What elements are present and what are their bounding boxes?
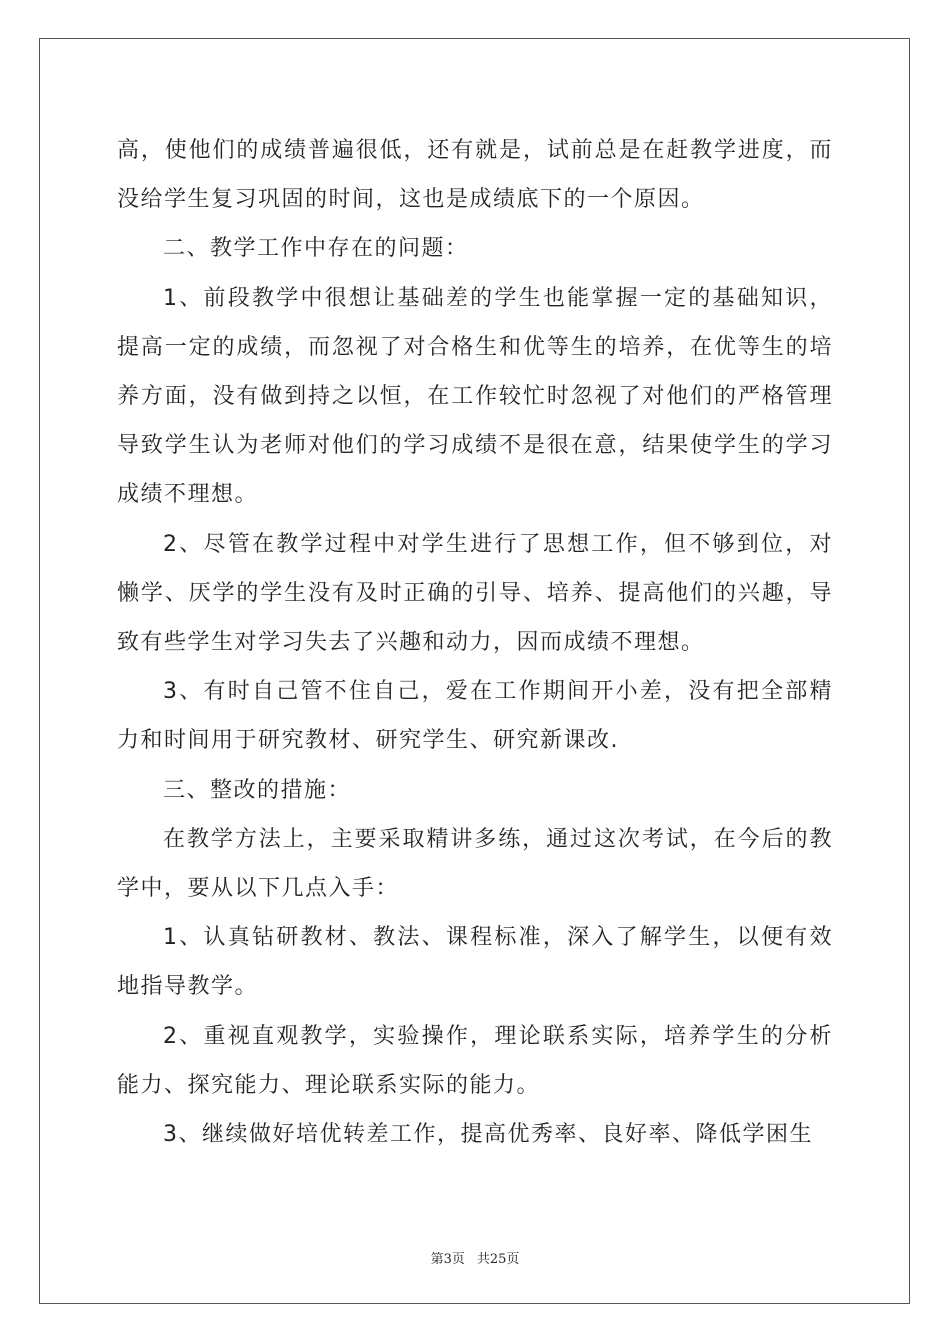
paragraph: 1、认真钻研教材、教法、课程标准，深入了解学生，以便有效地指导教学。: [117, 925, 833, 1000]
section-heading: 三、整改的措施：: [163, 777, 352, 803]
paragraph: 2、重视直观教学，实验操作，理论联系实际，培养学生的分析能力、探究能力、理论联系实际的能力。: [117, 1023, 833, 1098]
section-heading: 二、教学工作中存在的问题：: [163, 236, 469, 262]
paragraph: 3、继续做好培优转差工作，提高优秀率、良好率、降低学困生: [163, 1122, 813, 1148]
paragraph: 高，使他们的成绩普遍很低，还有就是，试前总是在赶教学进度，而没给学生复习巩固的时间，这也是成绩底下的一个原因。: [117, 138, 833, 213]
paragraph: 1、前段教学中很想让基础差的学生也能掌握一定的基础知识，提高一定的成绩，而忽视了对合格生和优等生的培养，在优等生的培养方面，没有做到持之以恒，在工作较忙时忽视了对他们的严格管理导致学生认为老师对他们的学习成绩不是很在意，结果使学生的学习成绩不理想。: [117, 285, 833, 508]
paragraph: 在教学方法上，主要采取精讲多练，通过这次考试，在今后的教学中，要从以下几点入手：: [117, 826, 833, 902]
total-pages: 共25页: [476, 1252, 520, 1267]
paragraph: 2、尽管在教学过程中对学生进行了思想工作，但不够到位，对懒学、厌学的学生没有及时正确的引导、培养、提高他们的兴趣，导致有些学生对学习失去了兴趣和动力，因而成绩不理想。: [117, 531, 833, 656]
page-number: 第3页: [430, 1252, 465, 1267]
page-footer: [0, 1248, 950, 1267]
paragraph: 3、有时自己管不住自己，爱在工作期间开小差，没有把全部精力和时间用于研究教材、研究学生、研究新课改.: [117, 679, 833, 754]
document-body: [117, 126, 833, 1159]
